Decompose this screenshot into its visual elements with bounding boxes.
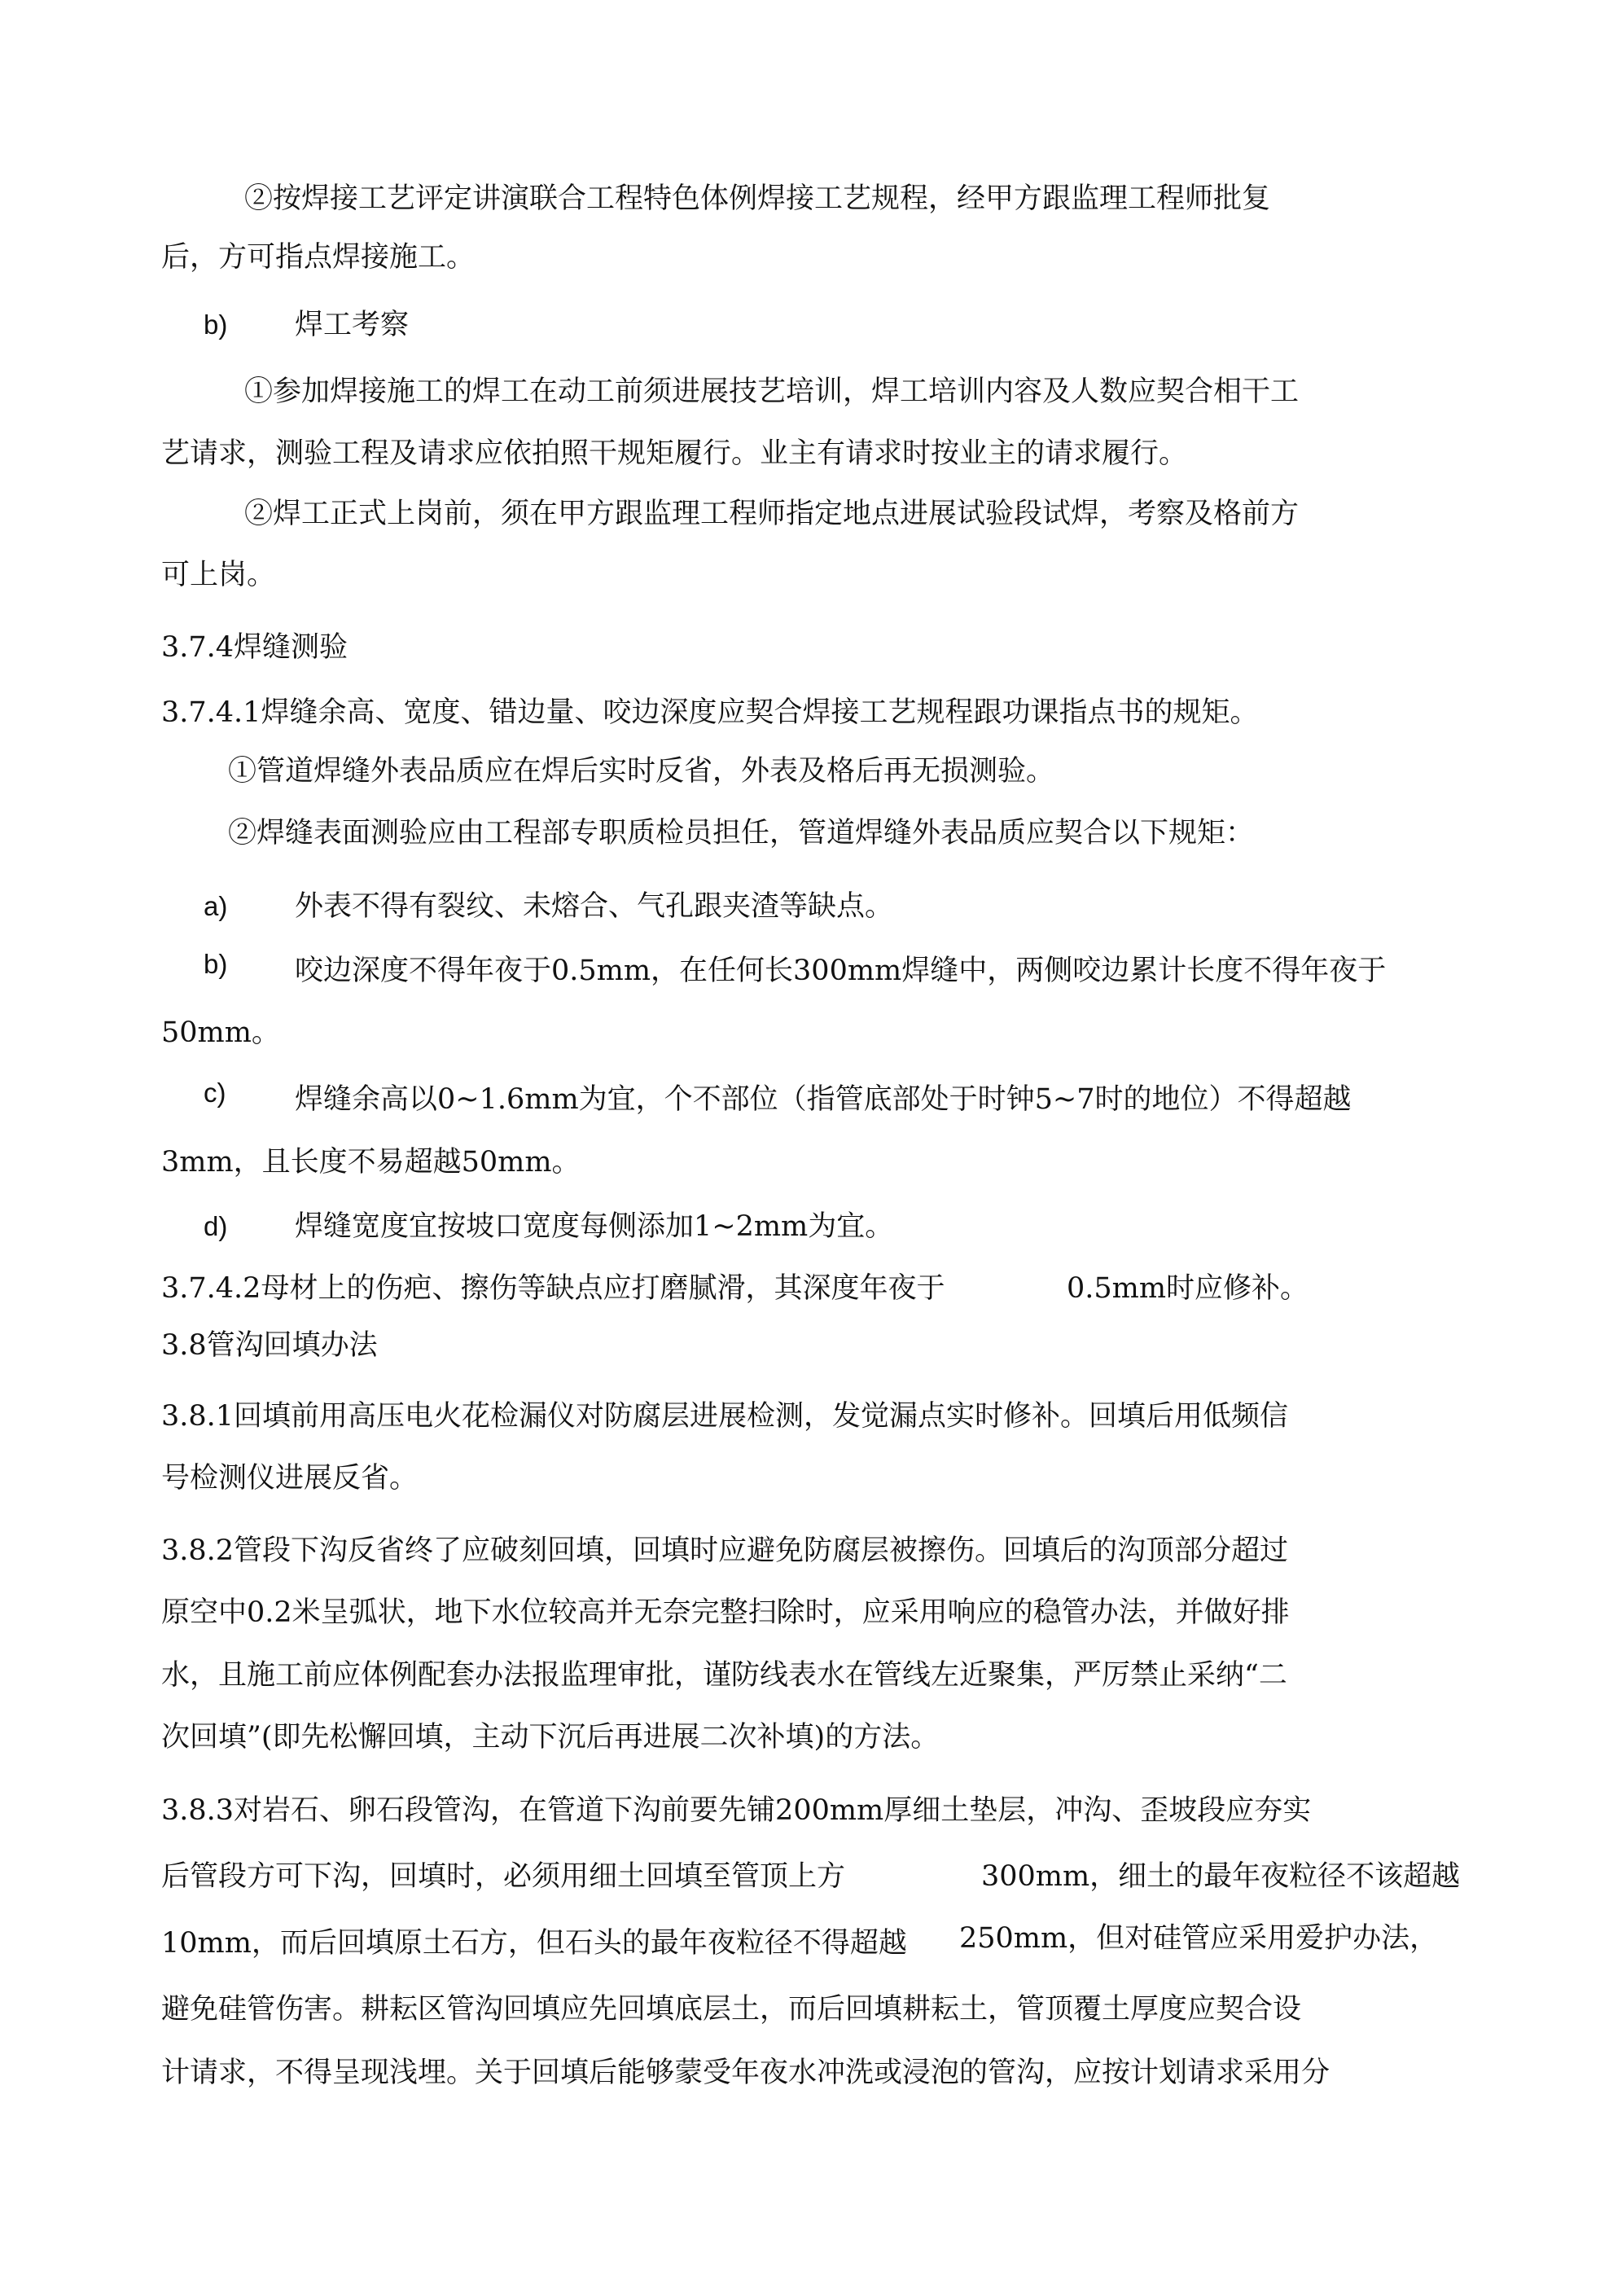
- section-heading: 焊工考察: [295, 309, 410, 341]
- list-item-text: 焊缝余高以0~1.6mm为宜，个不部位（指管底部处于时钟5~7时的地位）不得超越: [295, 1083, 1352, 1116]
- paragraph-line: 次回填”(即先松懈回填，主动下沉后再进展二次补填)的方法。: [161, 1721, 940, 1754]
- paragraph-line: 号检测仪进展反省。: [161, 1462, 419, 1495]
- list-item-text: 外表不得有裂纹、未熔合、气孔跟夹渣等缺点。: [295, 890, 894, 923]
- paragraph-line: 原空中0.2米呈弧状，地下水位较高并无奈完整扫除时，应采用响应的稳管办法，并做好排: [161, 1596, 1290, 1629]
- list-marker: b): [204, 309, 228, 340]
- paragraph-line: 后，方可指点焊接施工。: [161, 241, 476, 274]
- paragraph-line: 0.5mm时应修补。: [1067, 1272, 1309, 1305]
- paragraph-line: 50mm。: [161, 1016, 280, 1049]
- paragraph-line: ①参加焊接施工的焊工在动工前须进展技艺培训，焊工培训内容及人数应契合相干工: [244, 375, 1300, 408]
- section-heading: 3.8管沟回填办法: [161, 1329, 378, 1362]
- paragraph-line: 避免硅管伤害。耕耘区管沟回填应先回填底层土，而后回填耕耘土，管顶覆土厚度应契合设: [161, 1993, 1302, 2026]
- paragraph-line: 250mm，但对硅管应采用爱护办法，: [959, 1922, 1439, 1955]
- paragraph-line: 3.7.4.2母材上的伤疤、擦伤等缺点应打磨腻滑，其深度年夜于: [161, 1272, 945, 1305]
- paragraph-line: ②按焊接工艺评定讲演联合工程特色体例焊接工艺规程，经甲方跟监理工程师批复: [244, 182, 1271, 215]
- paragraph-line: 3mm，且长度不易超越50mm。: [161, 1146, 581, 1179]
- list-marker: b): [204, 949, 228, 979]
- list-marker: a): [204, 891, 228, 921]
- paragraph-line: 10mm，而后回填原土石方，但石头的最年夜粒径不得超越: [161, 1927, 907, 1960]
- paragraph-line: ②焊缝表面测验应由工程部专职质检员担任，管道焊缝外表品质应契合以下规矩：: [228, 817, 1255, 849]
- paragraph-line: 3.8.2管段下沟反省终了应破刻回填，回填时应避免防腐层被擦伤。回填后的沟顶部分超过: [161, 1534, 1289, 1567]
- list-item-text: 焊缝宽度宜按坡口宽度每侧添加1~2mm为宜。: [295, 1210, 894, 1243]
- paragraph-line: 3.7.4.1焊缝余高、宽度、错边量、咬边深度应契合焊接工艺规程跟功课指点书的规矩。: [161, 696, 1259, 729]
- paragraph-line: ②焊工正式上岗前，须在甲方跟监理工程师指定地点进展试验段试焊，考察及格前方: [244, 498, 1300, 530]
- paragraph-line: 300mm，细土的最年夜粒径不该超越: [981, 1860, 1461, 1893]
- paragraph-line: 水，且施工前应体例配套办法报监理审批，谨防线表水在管线左近聚集，严厉禁止采纳“二: [161, 1659, 1287, 1692]
- paragraph-line: 计请求，不得呈现浅埋。关于回填后能够蒙受年夜水冲洗或浸泡的管沟，应按计划请求采用分: [161, 2057, 1330, 2089]
- paragraph-line: 3.8.1回填前用高压电火花检漏仪对防腐层进展检测，发觉漏点实时修补。回填后用低频信: [161, 1400, 1289, 1433]
- paragraph-line: 后管段方可下沟，回填时，必须用细土回填至管顶上方: [161, 1860, 846, 1893]
- list-marker: c): [204, 1078, 226, 1108]
- paragraph-line: 3.8.3对岩石、卵石段管沟，在管道下沟前要先铺200mm厚细土垫层，冲沟、歪坡段应夯实: [161, 1794, 1312, 1827]
- paragraph-line: 艺请求，测验工程及请求应依拍照干规矩履行。业主有请求时按业主的请求履行。: [161, 437, 1188, 470]
- list-marker: d): [204, 1211, 228, 1241]
- paragraph-line: ①管道焊缝外表品质应在焊后实时反省，外表及格后再无损测验。: [228, 755, 1055, 788]
- section-heading: 3.7.4焊缝测验: [161, 631, 349, 664]
- list-item-text: 咬边深度不得年夜于0.5mm，在任何长300mm焊缝中，两侧咬边累计长度不得年夜于: [295, 955, 1387, 987]
- paragraph-line: 可上岗。: [161, 559, 276, 591]
